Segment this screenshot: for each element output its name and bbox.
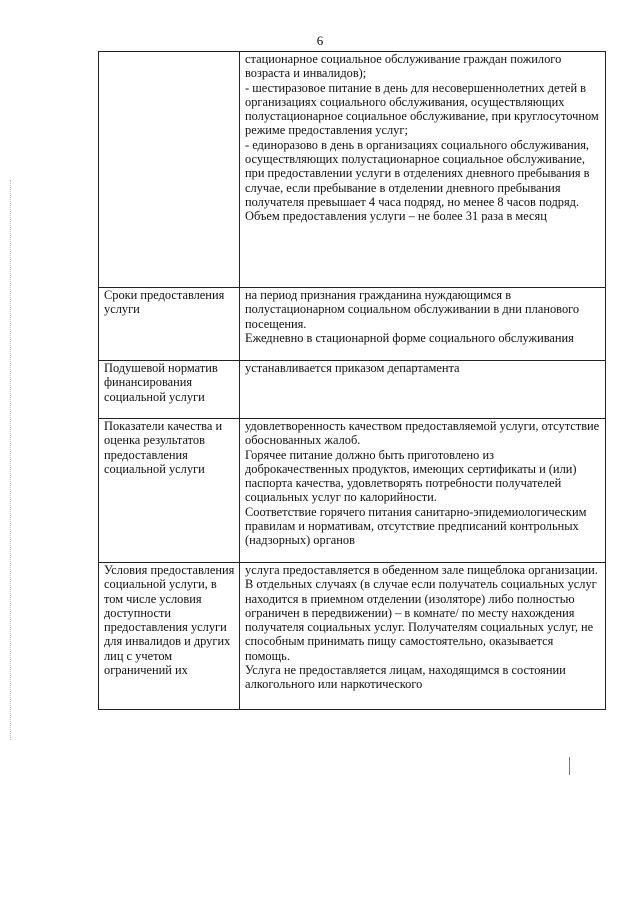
row-content — [240, 419, 606, 563]
row-label — [99, 52, 240, 288]
row-content — [240, 52, 606, 288]
row-content — [240, 361, 606, 419]
scan-mark — [569, 757, 570, 775]
paragraph: Ежедневно в стационарной форме социального обслуживания — [245, 330, 574, 345]
row-content — [240, 288, 606, 361]
row-label: Условия предоставления социальной услуги, в том числе условия доступности предоставления услуги для инвалидов и других лиц с учетом ограничений их — [99, 563, 240, 710]
paragraph: удовлетворенность качеством предоставляемой услуги, отсутствие обоснованных жалоб. — [245, 419, 600, 448]
paragraph: Горячее питание должно быть приготовлено из доброкачественных продуктов, имеющих сертификаты и (или) паспорта качества, удовлетворять потребности получателей социальных услуг по калорийности. — [245, 447, 577, 505]
table-row — [99, 419, 606, 563]
paragraph: устанавливается приказом департамента — [245, 361, 460, 375]
paragraph: Услуга не предоставляется лицам, находящимся в состоянии алкогольного или наркотического — [245, 663, 566, 692]
page-number: 6 — [316, 33, 324, 48]
scan-margin-line — [10, 180, 12, 740]
table-row — [99, 288, 606, 361]
table-row — [99, 52, 606, 288]
paragraph: Соответствие горячего питания санитарно-эпидемиологическим правилам и нормативам, отсутствие предписаний контрольных (надзорных) органов — [245, 504, 587, 548]
paragraph: - единоразово в день в организациях социального обслуживания, осуществляющих полустационарное социальное обслуживание, при предоставлении услуги в отделениях дневного пребывания в случае, если пребывание в отделении дневного пребывания получателя превышает 4 часа подряд, но менее 8 часов подряд. — [245, 137, 590, 209]
row-label: Подушевой норматив финансирования социальной услуги — [99, 361, 240, 419]
row-label: Показатели качества и оценка результатов предоставления социальной услуги — [99, 419, 240, 563]
paragraph: услуга предоставляется в обеденном зале пищеблока организации. В отдельных случаях (в случае если получатель социальных услуг находится в приемном отделении (изоляторе) либо полностью ограничен в передвижении) – в комнате/ по месту нахождения получателя социальных услуг. Получателям социальных услуг, не способным принимать пищу самостоятельно, оказывается помощь. — [245, 563, 598, 663]
paragraph: на период признания гражданина нуждающимся в полустационарном социальном обслуживании в дни планового посещения. — [245, 288, 580, 331]
row-content — [240, 563, 606, 710]
paragraph: Объем предоставления услуги – не более 31 раза в месяц — [245, 209, 547, 224]
table-row — [99, 361, 606, 419]
paragraph: стационарное социальное обслуживание граждан пожилого возраста и инвалидов); — [245, 52, 562, 81]
paragraph: - шестиразовое питание в день для несовершеннолетних детей в организациях социального обслуживания, осуществляющих полустационарное социальное обслуживание, при круглосуточном режиме предоставления услуг; — [245, 80, 599, 138]
row-label: Сроки предоставления услуги — [99, 288, 240, 361]
service-description-table — [98, 51, 606, 710]
table-row — [99, 563, 606, 710]
